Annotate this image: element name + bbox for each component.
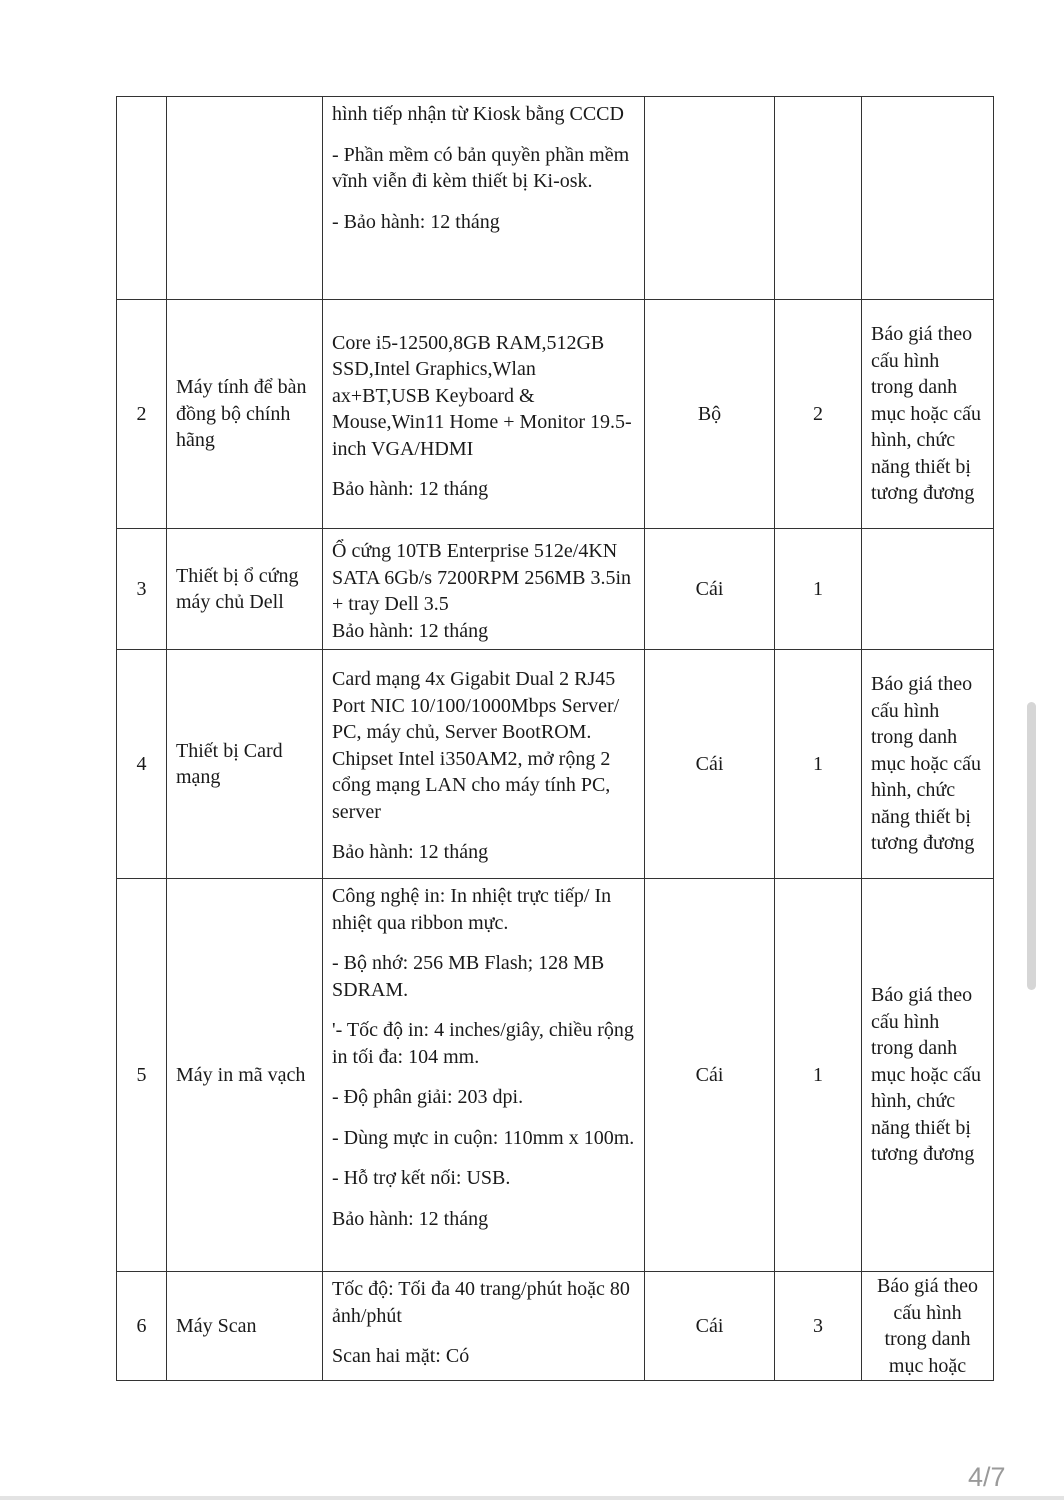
row-stt: 2 (117, 300, 167, 529)
row-unit: Cái (645, 1272, 775, 1381)
row-description (323, 529, 645, 650)
row-name: Thiết bị Card mạng (167, 650, 323, 879)
desc-line: Core i5-12500,8GB RAM,512GB SSD,Intel Graphics,Wlan ax+BT,USB Keyboard & Mouse,Win11 Home + Monitor 19.5-inch VGA/HDMI (332, 331, 632, 460)
page-indicator: 4/7 (968, 1462, 1006, 1492)
desc-line: - Độ phân giải: 203 dpi. (332, 1086, 524, 1108)
desc-line: - Phần mềm có bản quyền phần mềm vĩnh viễn đi kèm thiết bị Ki-osk. (332, 143, 630, 192)
desc-line: Ổ cứng 10TB Enterprise 512e/4KN SATA 6Gb/s 7200RPM 256MB 3.5in + tray Dell 3.5 (332, 540, 632, 615)
row-stt (117, 97, 167, 300)
desc-line: Scan hai mặt: Có (332, 1345, 470, 1367)
row-stt: 5 (117, 879, 167, 1272)
desc-line: Bảo hành: 12 tháng (332, 619, 489, 642)
desc-line: Card mạng 4x Gigabit Dual 2 RJ45 Port NIC 10/100/1000Mbps Server/ PC, máy chủ, Server BootROM. Chipset Intel i350AM2, mở rộng 2 cổng mạng LAN cho máy tính PC, server (332, 668, 620, 823)
row-name: Thiết bị ổ cứng máy chủ Dell (167, 529, 323, 650)
row-unit: Cái (645, 650, 775, 879)
desc-line: - Hỗ trợ kết nối: USB. (332, 1167, 511, 1189)
bottom-divider (0, 1496, 1064, 1500)
row-note: Báo giá theo cấu hình trong danh mục hoặc cấu hình, chức năng thiết bị tương đương (862, 879, 994, 1272)
equipment-table (116, 96, 994, 1381)
row-note (862, 529, 994, 650)
row-name (167, 97, 323, 300)
desc-line: - Dùng mực in cuộn: 110mm x 100m. (332, 1126, 635, 1149)
desc-line: - Bảo hành: 12 tháng (332, 210, 500, 233)
row-quantity (775, 97, 862, 300)
desc-line: '- Tốc độ in: 4 inches/giây, chiều rộng in tối đa: 104 mm. (332, 1019, 634, 1068)
row-stt: 3 (117, 529, 167, 650)
table-row (117, 300, 994, 529)
table-row (117, 97, 994, 300)
desc-line: - Bộ nhớ: 256 MB Flash; 128 MB SDRAM. (332, 952, 605, 1001)
row-quantity: 1 (775, 650, 862, 879)
table-row (117, 1272, 994, 1381)
row-note (862, 97, 994, 300)
row-description (323, 1272, 645, 1381)
row-description (323, 97, 645, 300)
row-unit: Cái (645, 529, 775, 650)
desc-line: Tốc độ: Tối đa 40 trang/phút hoặc 80 ảnh/phút (332, 1278, 630, 1327)
row-note: Báo giá theo cấu hình trong danh mục hoặc cấu hình, chức năng thiết bị tương đương (862, 650, 994, 879)
row-stt: 6 (117, 1272, 167, 1381)
row-name: Máy tính để bàn đồng bộ chính hãng (167, 300, 323, 529)
desc-line: Công nghệ in: In nhiệt trực tiếp/ In nhiệt qua ribbon mực. (332, 885, 612, 934)
desc-line: Bảo hành: 12 tháng (332, 1207, 489, 1230)
table-row (117, 879, 994, 1272)
row-quantity: 1 (775, 529, 862, 650)
desc-line: hình tiếp nhận từ Kiosk bằng CCCD (332, 103, 624, 125)
row-unit (645, 97, 775, 300)
desc-line: Bảo hành: 12 tháng (332, 478, 489, 500)
row-quantity: 2 (775, 300, 862, 529)
table-row (117, 650, 994, 879)
row-quantity: 1 (775, 879, 862, 1272)
scrollbar-thumb[interactable] (1027, 702, 1036, 990)
row-stt: 4 (117, 650, 167, 879)
row-description (323, 879, 645, 1272)
row-name: Máy Scan (167, 1272, 323, 1381)
row-name: Máy in mã vạch (167, 879, 323, 1272)
row-description (323, 300, 645, 529)
desc-line: Bảo hành: 12 tháng (332, 841, 489, 864)
row-unit: Bộ (645, 300, 775, 529)
row-quantity: 3 (775, 1272, 862, 1381)
row-description (323, 650, 645, 879)
row-unit: Cái (645, 879, 775, 1272)
row-note: Báo giá theo cấu hình trong danh mục hoặc (862, 1272, 994, 1381)
table-row (117, 529, 994, 650)
row-note: Báo giá theo cấu hình trong danh mục hoặc cấu hình, chức năng thiết bị tương đương (862, 300, 994, 529)
